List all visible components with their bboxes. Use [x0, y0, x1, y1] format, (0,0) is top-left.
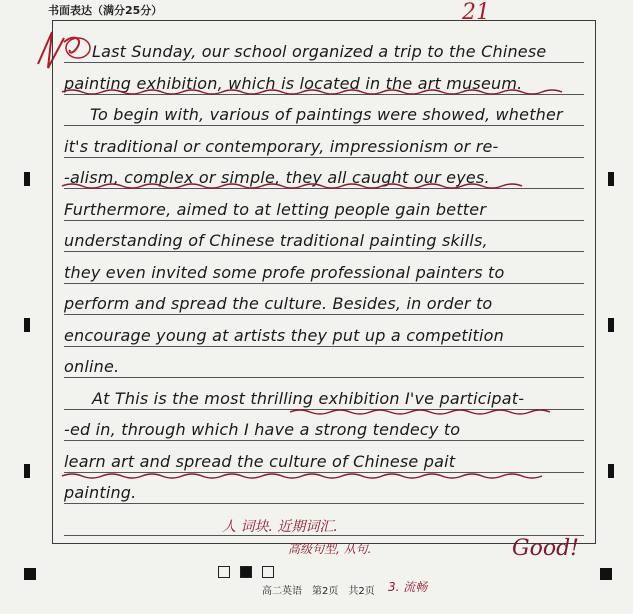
red-pen-underlines — [60, 0, 590, 540]
essay-line: encourage young at artists they put up a competition — [64, 325, 504, 345]
page-box-mark — [240, 566, 252, 578]
alignment-mark — [608, 464, 614, 478]
corner-mark — [600, 568, 612, 580]
essay-line: online. — [64, 357, 120, 376]
page-info: 高二英语 第2页 共2页 — [262, 586, 375, 597]
essay-line: -ed in, through which I have a strong tendecy to — [64, 420, 461, 439]
alignment-mark — [24, 464, 30, 478]
score-mark: 21 — [462, 0, 490, 25]
teacher-comment-2: 高级句型, 从句. — [288, 542, 372, 556]
essay-line: painting. — [64, 483, 137, 502]
alignment-mark — [608, 318, 614, 332]
alignment-mark — [608, 172, 614, 186]
essay-line: they even invited some profe professional painters to — [64, 262, 505, 282]
teacher-comment-3: 3. 流畅 — [388, 580, 428, 594]
page-box-mark — [262, 566, 274, 578]
essay-line: learn art and spread the culture of Chinese pait — [64, 451, 456, 471]
alignment-mark — [24, 172, 30, 186]
essay-line: it's traditional or contemporary, impressionism or re- — [64, 136, 499, 156]
essay-line: understanding of Chinese traditional painting skills, — [64, 231, 488, 250]
alignment-mark — [24, 318, 30, 332]
section-title: 书面表达（满分25分） — [48, 4, 163, 17]
essay-line: Furthermore, aimed to at letting people gain better — [64, 199, 487, 219]
essay-line: To begin with, various of paintings were showed, whether — [90, 105, 563, 124]
praise-mark: Good! — [512, 536, 579, 561]
essay-line: At This is the most thrilling exhibition I've participat- — [92, 388, 525, 408]
essay-line: Last Sunday, our school organized a trip to the Chinese — [92, 42, 547, 61]
essay-line: perform and spread the culture. Besides, in order to — [64, 294, 493, 313]
essay-line: painting exhibition, which is located in the art museum. — [64, 73, 523, 93]
corner-mark — [24, 568, 36, 580]
essay-line: -alism, complex or simple, they all caught our eyes. — [64, 168, 490, 187]
teacher-comment-1: 人 词块. 近期词汇. — [222, 519, 338, 535]
page-box-mark — [218, 566, 230, 578]
